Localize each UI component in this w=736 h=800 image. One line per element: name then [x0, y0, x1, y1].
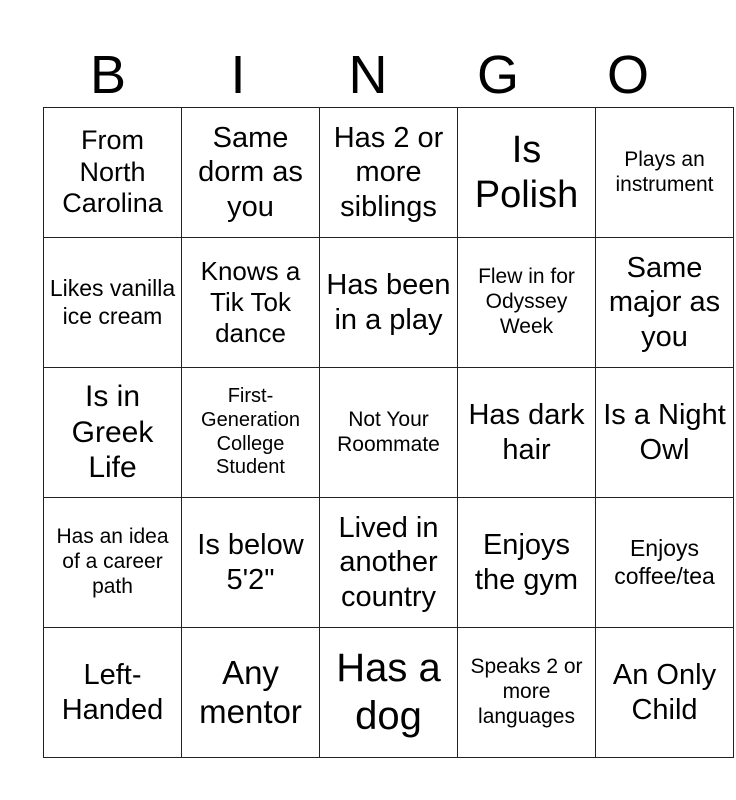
bingo-cell-text: Knows a Tik Tok dance [200, 256, 301, 348]
bingo-cell-text: Is below 5'2" [197, 529, 304, 596]
bingo-cell-text: Has a dog [336, 646, 441, 738]
bingo-cell[interactable] [458, 238, 596, 368]
bingo-cell[interactable] [44, 368, 182, 498]
header-letter-i: I [230, 45, 246, 105]
board-row [44, 368, 734, 498]
board-row [44, 628, 734, 758]
header-letter-g: G [476, 45, 519, 105]
bingo-cell-text: Has 2 or more siblings [333, 122, 444, 223]
bingo-cell[interactable] [182, 108, 320, 238]
board-row [44, 108, 734, 238]
bingo-cell-text: Is Polish [474, 128, 579, 216]
bingo-cell[interactable] [320, 368, 458, 498]
bingo-cell[interactable] [458, 498, 596, 628]
bingo-board [43, 107, 734, 758]
bingo-cell[interactable] [458, 628, 596, 758]
bingo-cell[interactable] [320, 498, 458, 628]
bingo-cell[interactable] [182, 628, 320, 758]
bingo-cell-text: Enjoys coffee/tea [614, 535, 715, 589]
bingo-cell-text: Enjoys the gym [474, 529, 579, 596]
bingo-cell[interactable] [596, 628, 734, 758]
bingo-cell-text: Likes vanilla ice cream [49, 275, 176, 329]
bingo-cell-text: An Only Child [612, 659, 717, 726]
bingo-cell-text: Lived in another country [338, 512, 439, 613]
bingo-cell-text: Has dark hair [468, 399, 585, 466]
bingo-cell[interactable] [182, 498, 320, 628]
bingo-cell[interactable] [44, 498, 182, 628]
bingo-cell[interactable] [596, 498, 734, 628]
bingo-cell-text: Not Your Roommate [337, 407, 440, 456]
bingo-cell[interactable] [320, 238, 458, 368]
bingo-cell-text: From North Carolina [62, 124, 163, 219]
header-letter-n: N [348, 45, 388, 105]
bingo-cell[interactable] [182, 368, 320, 498]
board-row [44, 498, 734, 628]
bingo-cell[interactable] [458, 368, 596, 498]
header-letter-b: B [89, 45, 127, 105]
bingo-cell[interactable] [182, 238, 320, 368]
bingo-cell[interactable] [458, 108, 596, 238]
bingo-cell[interactable] [596, 238, 734, 368]
bingo-header [43, 44, 693, 106]
bingo-cell[interactable] [320, 108, 458, 238]
bingo-cell-text: First-Generation College Student [201, 385, 300, 479]
bingo-cell-text: Is a Night Owl [603, 399, 726, 466]
bingo-cell-text: Plays an instrument [615, 147, 714, 196]
bingo-cell[interactable] [44, 628, 182, 758]
bingo-cell-text: Has an idea of a career path [56, 525, 169, 598]
bingo-cell-text: Has been in a play [326, 269, 451, 336]
bingo-cell[interactable] [44, 108, 182, 238]
bingo-cell[interactable] [596, 368, 734, 498]
bingo-cell-text: Left-Handed [61, 659, 164, 726]
bingo-cell-text: Same dorm as you [198, 122, 303, 223]
bingo-cell[interactable] [320, 628, 458, 758]
bingo-cell-text: Flew in for Odyssey Week [478, 265, 575, 338]
bingo-cell-text: Is in Greek Life [71, 380, 154, 485]
bingo-cell[interactable] [44, 238, 182, 368]
bingo-cell-text: Speaks 2 or more languages [470, 655, 583, 728]
header-letter-o: O [606, 45, 649, 105]
bingo-cell-text: Same major as you [608, 252, 721, 353]
bingo-cell[interactable] [596, 108, 734, 238]
board-row [44, 238, 734, 368]
bingo-cell-text: Any mentor [199, 653, 302, 730]
